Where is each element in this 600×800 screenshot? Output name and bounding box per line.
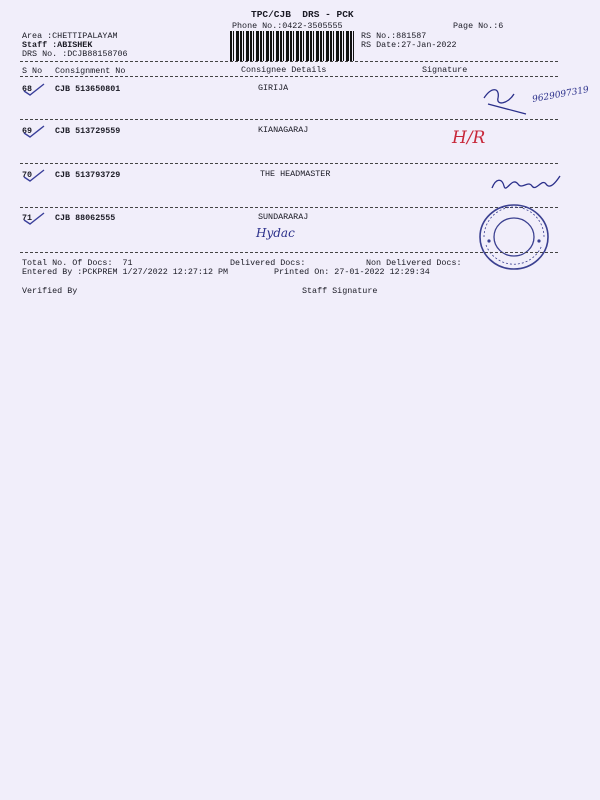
barcode [230, 31, 356, 61]
row-sno: 71 [22, 213, 33, 223]
check-mark-icon [22, 82, 46, 96]
divider [20, 252, 558, 253]
row-consignment: CJB 88062555 [55, 213, 116, 223]
row-consignee: THE HEADMASTER [260, 169, 331, 179]
staff-label: Staff :ABISHEK [22, 40, 93, 50]
row-consignment: CJB 513729559 [55, 126, 121, 136]
row-sno: 68 [22, 84, 33, 94]
printed-on: Printed On: 27-01-2022 12:29:34 [274, 267, 430, 277]
divider [20, 61, 558, 62]
check-mark-icon [22, 124, 46, 138]
rs-number: RS No.:881587 [361, 31, 427, 41]
row-consignee: KIANAGARAJ [258, 125, 309, 135]
check-mark-icon [22, 211, 46, 225]
column-signature: Signature [422, 65, 468, 75]
check-mark-icon [22, 168, 46, 182]
handwritten-phone: 9629097319 [531, 85, 590, 105]
column-sno: S No [22, 66, 43, 76]
divider [20, 76, 558, 77]
row-sno: 69 [22, 126, 33, 136]
divider [20, 163, 558, 164]
handwritten-signature [488, 172, 568, 198]
delivered-docs: Delivered Docs: [230, 258, 306, 268]
verified-by: Verified By [22, 286, 78, 296]
rs-date: RS Date:27-Jan-2022 [361, 40, 457, 50]
postal-seal [476, 201, 552, 273]
area-label: Area :CHETTIPALAYAM [22, 31, 118, 41]
entered-by: Entered By :PCKPREM 1/27/2022 12:27:12 PM [22, 267, 229, 277]
handwritten-note: H/R [452, 128, 486, 148]
divider [20, 119, 558, 120]
page-number: Page No.:6 [453, 21, 504, 31]
drs-number: DRS No. :DCJB88158706 [22, 49, 128, 59]
row-consignment: CJB 513650801 [55, 84, 121, 94]
total-docs: Total No. Of Docs: 71 [22, 258, 133, 268]
row-consignee: SUNDARARAJ [258, 212, 309, 222]
document-title: TPC/CJB DRS - PCK [251, 9, 354, 20]
handwritten-note: Hydac [256, 226, 295, 240]
column-consignee: Consignee Details [241, 65, 327, 75]
non-delivered-docs: Non Delivered Docs: [366, 258, 462, 268]
row-consignment: CJB 513793729 [55, 170, 121, 180]
phone-number: Phone No.:0422-3505555 [232, 21, 343, 31]
row-sno: 70 [22, 170, 33, 180]
staff-signature: Staff Signature [302, 286, 378, 296]
handwritten-signature [478, 84, 538, 118]
row-consignee: GIRIJA [258, 83, 289, 93]
column-consignment: Consignment No [55, 66, 126, 76]
